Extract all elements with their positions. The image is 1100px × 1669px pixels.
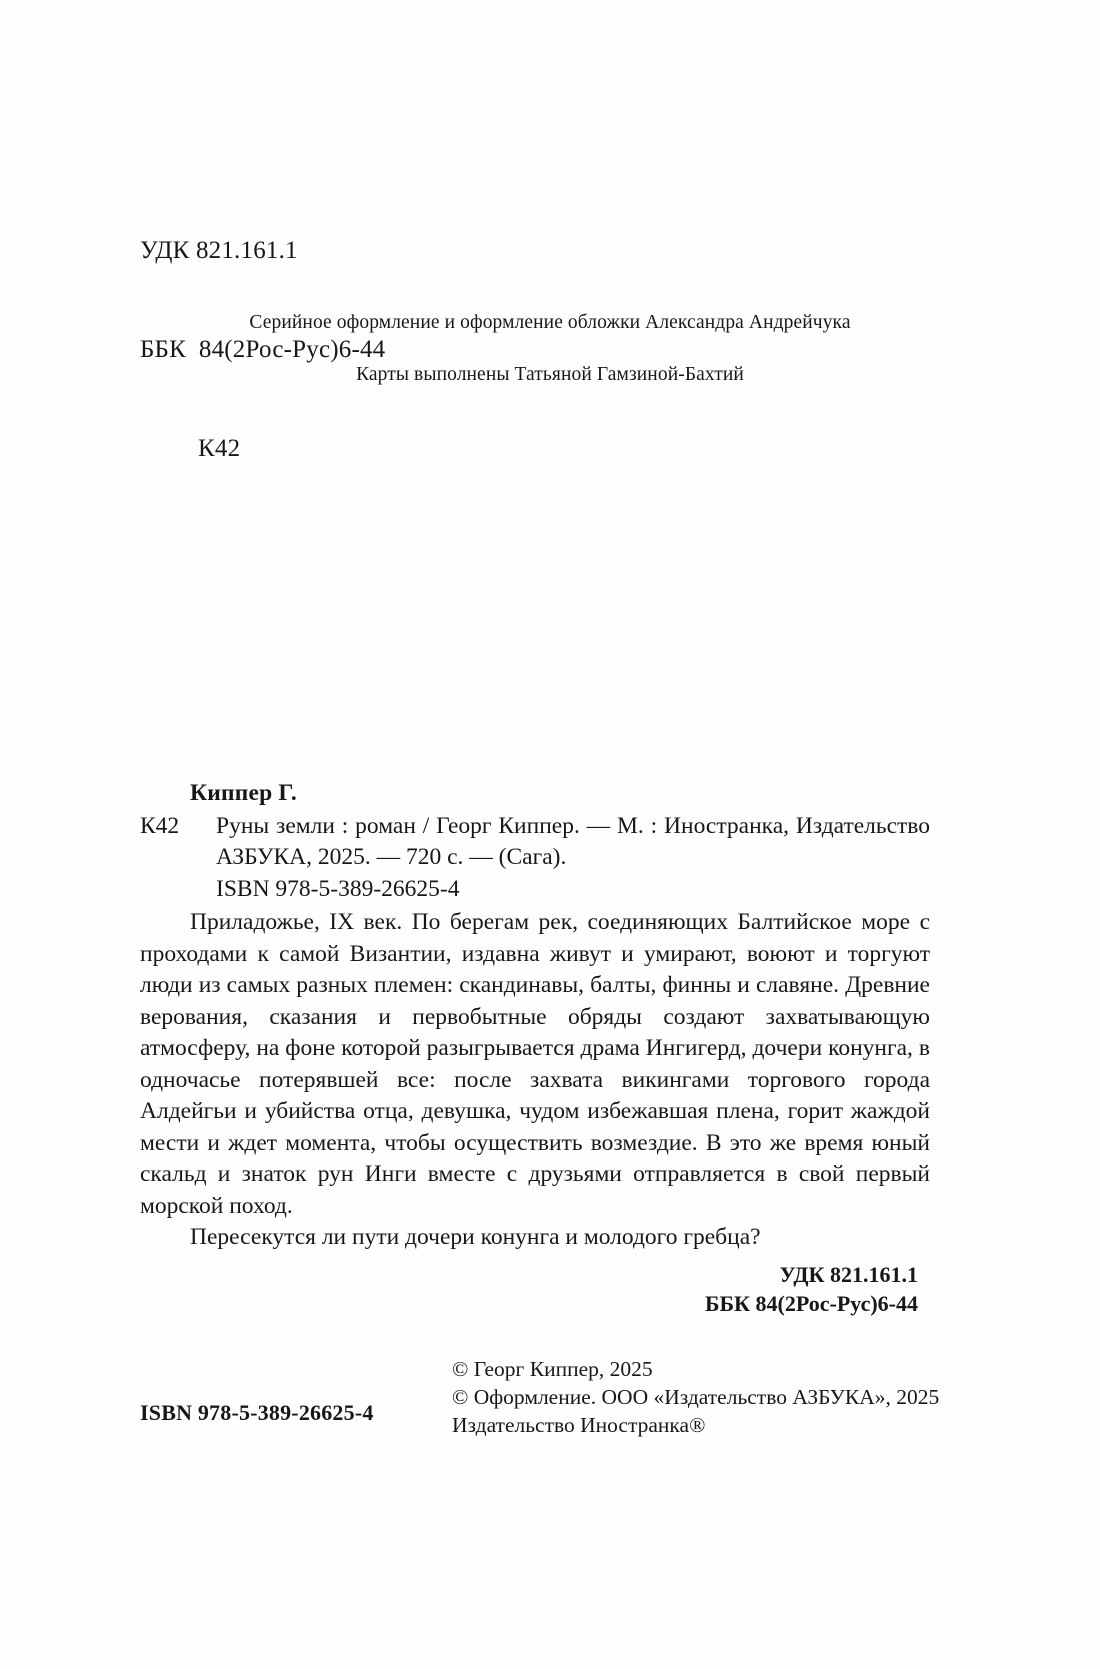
copyright-author: © Георг Киппер, 2025 (452, 1357, 653, 1381)
annotation-text: Приладожье, IX век. По берегам рек, соединяющих Балтийское море с проходами к самой Византии, издавна живут и умирают, воюют и торгуют люди из самых разных племен: скандинавы, балты, финны и славяне. Древние верования, сказания и первобытные обряды создают захватывающую атмосферу, на фоне которой разыгрывается драма Ингигерд, дочери конунга, в одночасье потерявшей все: после захвата викингами торгового города Алдейгьи и убийства отца, девушка, чудом избежавшая плена, горит жаждой мести и ждет момента, чтобы осуществить возмездие. В это же время юный скальд и знаток рун Инги вместе с друзьями отправляется в свой первый морской поход. (140, 909, 930, 1219)
udk-code: УДК 821.161.1 (140, 237, 298, 264)
footer-isbn: ISBN 978-5-389-26625-4 (140, 1400, 374, 1425)
record-class-mark: К42 (140, 813, 180, 839)
credits-block (0, 310, 1100, 388)
author-code: К42 (198, 435, 241, 462)
annotation-question: Пересекутся ли пути дочери конунга и молодого гребца? (190, 1224, 761, 1250)
record-description-line (140, 811, 930, 873)
copyright-design: © Оформление. ООО «Издательство АЗБУКА», 2025 (452, 1385, 940, 1409)
tail-bbk-code: ББК 84(2Рос-Рус)6-44 (704, 1290, 918, 1316)
credit-maps: Карты выполнены Татьяной Гамзиной-Бахтий (356, 364, 744, 385)
credit-design: Серийное оформление и оформление обложки Александра Андрейчука (249, 312, 851, 333)
record-isbn: ISBN 978-5-389-26625-4 (216, 876, 460, 902)
record-description: Руны земли : роман / Георг Киппер. — М. : Иностранка, Издательство АЗБУКА, 2025. — 720 с. — (Сага). (216, 813, 930, 870)
author-heading: Киппер Г. (190, 780, 298, 806)
bbk-code: ББК 84(2Рос-Рус)6-44 (140, 336, 386, 363)
publisher-name: Издательство Иностранка® (452, 1413, 706, 1437)
bibliographic-record (140, 778, 930, 1318)
copyright-block (452, 1355, 939, 1439)
tail-udk-code: УДК 821.161.1 (779, 1261, 918, 1287)
tail-classification-codes (140, 1260, 930, 1318)
